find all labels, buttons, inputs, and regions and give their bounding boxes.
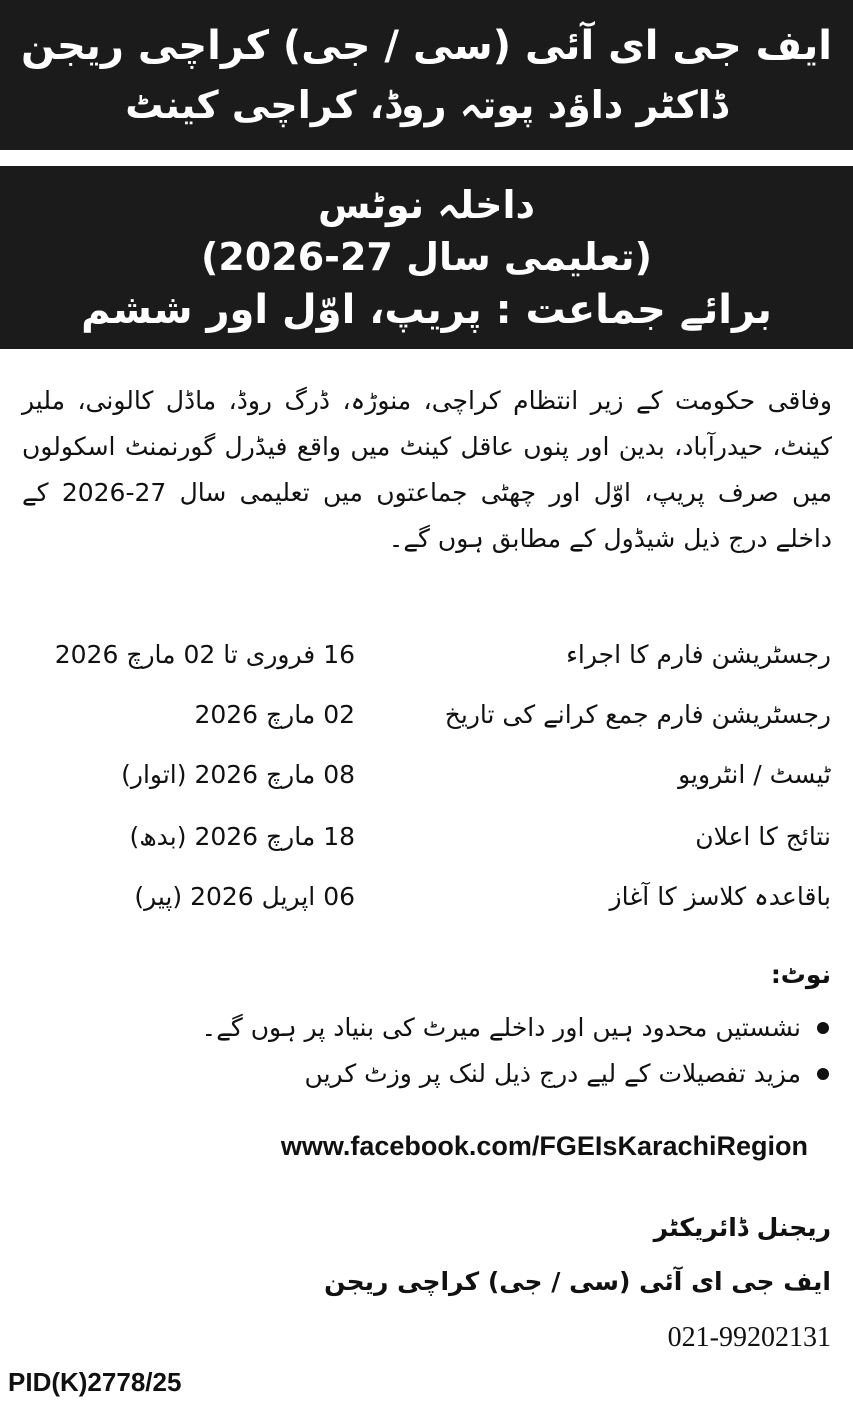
note-heading: نوٹ: [770,960,831,989]
schedule-label: رجسٹریشن فارم جمع کرانے کی تاریخ [444,700,831,729]
schedule-label: باقاعدہ کلاسز کا آغاز [609,882,831,911]
note-text: مزید تفصیلات کے لیے درج ذیل لنک پر وزٹ کریں [304,1059,801,1088]
schedule-date: 18 مارچ 2026 (بدھ) [129,822,355,851]
list-item [31,1005,831,1051]
schedule-date: 06 اپریل 2026 (پیر) [134,882,355,911]
schedule-date: 16 فروری تا 02 مارچ 2026 [54,640,355,669]
title-banner [0,166,853,349]
note-text: نشستیں محدود ہیں اور داخلے میرٹ کی بنیاد پر ہوں گے۔ [201,1013,801,1042]
schedule-label: رجسٹریشن فارم کا اجراء [566,640,831,669]
schedule-label: ٹیسٹ / انٹرویو [678,760,831,789]
header-banner [0,0,853,150]
pid-code: PID(K)2778/25 [8,1367,182,1397]
schedule-date: 02 مارچ 2026 [194,700,355,729]
schedule-row [0,874,853,920]
schedule-row [0,632,853,678]
bullet-icon [817,1068,829,1080]
academic-year-text: (تعلیمی سال 27-2026) [201,235,652,279]
phone-number: 021-99202131 [667,1322,831,1353]
intro-paragraph: وفاقی حکومت کے زیر انتظام کراچی، منوڑہ، ڈرگ روڈ، ماڈل کالونی، ملیر کینٹ، حیدرآباد، بدین اور پنوں عاقل کینٹ میں واقع فیڈرل گورنمنٹ اسکولوں میں صرف پریپ، اوّل اور چھٹی جماعتوں میں تعلیمی سال 27-2026 کے داخلے درج ذیل شیڈول کے مطابق ہوں گے۔ [22,386,832,553]
schedule-row [0,692,853,738]
signatory-title: ریجنل ڈائریکٹر [653,1213,831,1242]
bullet-icon [817,1022,829,1034]
schedule-row [0,752,853,798]
facebook-link[interactable]: www.facebook.com/FGEIsKarachiRegion [280,1131,808,1161]
classes-heading: برائے جماعت : پریپ، اوّل اور ششم [81,287,772,333]
schedule-date: 08 مارچ 2026 (اتوار) [121,760,355,789]
schedule-row [0,814,853,860]
institution-address: ڈاکٹر داؤد پوتہ روڈ، کراچی کینٹ [125,83,728,127]
note-list [31,1005,831,1097]
institution-name: ایف جی ای آئی (سی / جی) کراچی ریجن [21,23,832,69]
notice-title: داخلہ نوٹس [318,183,535,227]
academic-year [0,232,853,282]
schedule-label: نتائج کا اعلان [695,822,831,851]
signatory-org: ایف جی ای آئی (سی / جی) کراچی ریجن [324,1267,831,1296]
list-item [31,1051,831,1097]
